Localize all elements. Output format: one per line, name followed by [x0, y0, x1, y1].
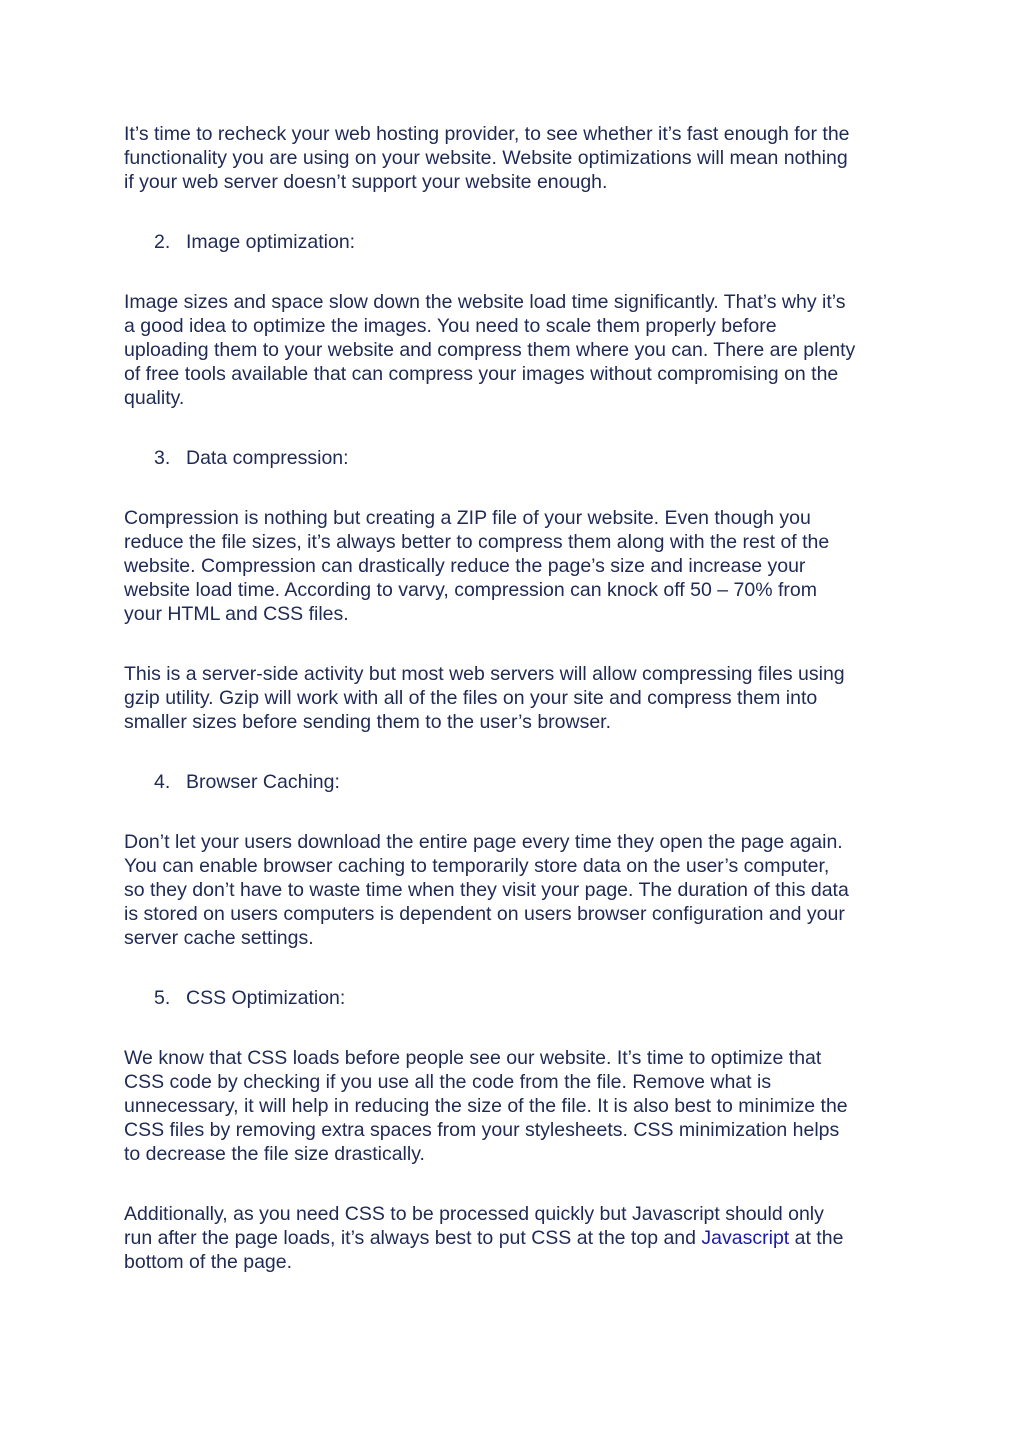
text-line: CSS code by checking if you use all the code from the file. Remove what is: [124, 1071, 772, 1093]
image-optimization-paragraph: [124, 290, 904, 410]
text-line: quality.: [124, 387, 185, 409]
text-line: CSS files by removing extra spaces from your stylesheets. CSS minimization helps: [124, 1119, 840, 1141]
text-line: your HTML and CSS files.: [124, 603, 349, 625]
text-segment: at the: [789, 1227, 844, 1249]
section-heading-data-compression: [124, 446, 904, 470]
text-line: to decrease the file size drastically.: [124, 1143, 425, 1165]
list-number: 5.: [154, 987, 171, 1009]
data-compression-paragraph: [124, 506, 904, 626]
text-line: gzip utility. Gzip will work with all of the files on your site and compress them into: [124, 687, 818, 709]
text-line: It’s time to recheck your web hosting provider, to see whether it’s fast enough for the: [124, 123, 850, 145]
section-title: Browser Caching:: [186, 771, 340, 793]
section-heading-browser-caching: [124, 770, 904, 794]
text-line: This is a server-side activity but most web servers will allow compressing files using: [124, 663, 845, 685]
text-line: You can enable browser caching to temporarily store data on the user’s computer,: [124, 855, 830, 877]
text-line: so they don’t have to waste time when they visit your page. The duration of this data: [124, 879, 849, 901]
text-line: We know that CSS loads before people see our website. It’s time to optimize that: [124, 1047, 822, 1069]
text-line: website. Compression can drastically reduce the page’s size and increase your: [124, 555, 806, 577]
text-line: uploading them to your website and compress them where you can. There are plenty: [124, 339, 856, 361]
section-title: Image optimization:: [186, 231, 356, 253]
browser-caching-paragraph: [124, 830, 904, 950]
text-line: server cache settings.: [124, 927, 314, 949]
list-number: 2.: [154, 231, 171, 253]
section-title: Data compression:: [186, 447, 349, 469]
text-line: reduce the file sizes, it’s always better to compress them along with the rest of the: [124, 531, 830, 553]
text-line: [124, 1226, 904, 1250]
text-line: website load time. According to varvy, compression can knock off 50 – 70% from: [124, 579, 817, 601]
section-heading-css-optimization: [124, 986, 904, 1010]
text-line: of free tools available that can compress your images without compromising on the: [124, 363, 839, 385]
text-line: Don’t let your users download the entire page every time they open the page again.: [124, 831, 843, 853]
closing-paragraph: [124, 1202, 904, 1274]
javascript-link[interactable]: Javascript: [701, 1227, 790, 1249]
text-line: bottom of the page.: [124, 1251, 293, 1273]
text-line: is stored on users computers is dependent on users browser configuration and your: [124, 903, 845, 925]
text-line: if your web server doesn’t support your website enough.: [124, 171, 608, 193]
text-line: Additionally, as you need CSS to be processed quickly but Javascript should only: [124, 1203, 824, 1225]
text-line: Image sizes and space slow down the website load time significantly. That’s why it’s: [124, 291, 846, 313]
list-number: 4.: [154, 771, 171, 793]
text-line: unnecessary, it will help in reducing the size of the file. It is also best to minimize the: [124, 1095, 848, 1117]
text-segment: run after the page loads, it’s always best to put CSS at the top and: [124, 1227, 702, 1249]
document-page: [124, 122, 904, 1274]
section-title: CSS Optimization:: [186, 987, 346, 1009]
text-line: a good idea to optimize the images. You need to scale them properly before: [124, 315, 777, 337]
section-heading-image-optimization: [124, 230, 904, 254]
text-line: smaller sizes before sending them to the user’s browser.: [124, 711, 612, 733]
text-line: functionality you are using on your website. Website optimizations will mean nothing: [124, 147, 848, 169]
css-optimization-paragraph: [124, 1046, 904, 1166]
list-number: 3.: [154, 447, 171, 469]
intro-paragraph: [124, 122, 904, 194]
server-side-paragraph: [124, 662, 904, 734]
text-line: Compression is nothing but creating a ZIP file of your website. Even though you: [124, 507, 811, 529]
